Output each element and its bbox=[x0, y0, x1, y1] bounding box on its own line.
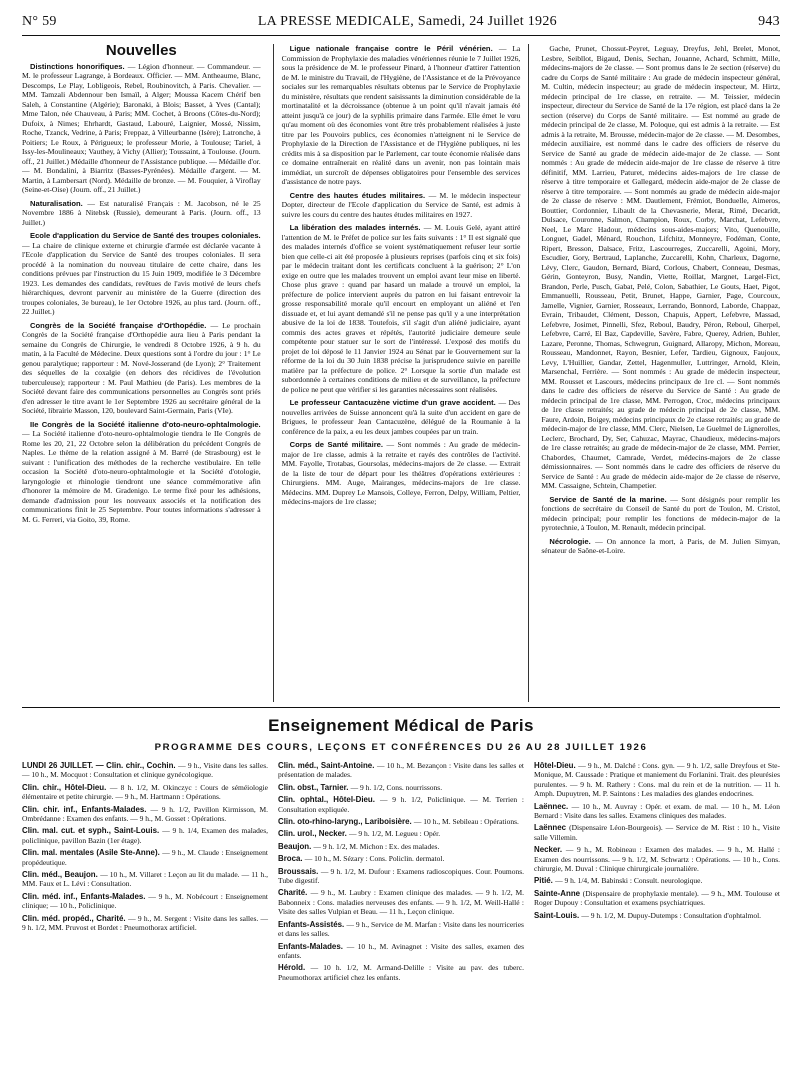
enseignement-title: Enseignement Médical de Paris bbox=[268, 716, 534, 735]
programme-entry-text: — 9 h., M. Robineau : Examen des malades. — 9 h., M. Hallé : Examen des nourrissons. — 9 h. 1/2, M. Schwartz : Opérations. — 10 h., Cons. chirurgie, M. Duval : Clinique chirurgicale journalière. bbox=[534, 845, 780, 874]
news-item-text: Gache, Prunet, Chossut-Peyret, Leguay, Dreyfus, Jehl, Brelet, Monot, Lesbre, Seibllot, Bigaud, Denis, Sechan, Jouanne, Achard, Schmitt, Mille, médecins-majors de 2e classe. — Sont promus dans le 2e section (réserve) du cadre du Corps de Santé militaire : Au grade de médecin inspecteur général, M. Cultin, médecin inspecteur; au grade de médecin inspecteur, M. Hirtz, médecin principal de 1re classe, en retraite. — M. Teissier, médecin inspecteur, directeur du Service de Santé de la 17e région, est placé dans la 2e section (réserve) du Corps de Santé militaire. — Est nommé au grade de médecin principal de 2e classe, M. Poloque, qui est admis à la retraite. — Est admis à la retraite, M. Brousse, médecin-major de 2e classe. — M. Desombes, médecin auxiliaire, est nommé dans le cadre des officiers de réserve du Service de Santé au grade de médecin aide-major de 2e classe. — Sont nommés : Au grade de médecin aide-major de 1re classe de réserve à titre définitif, MM. Larrieu, Paturet, médecins aides-majors de 1re classe de réserve à titre temporaire et Gallegard, médecin aide-major de 2e classe de réserve à titre temporaire. — Sont nommés au grade de médecin aide-major de 2e classe de réserve : MM. Dautlement, Frémiot, Bonduelle, Aimeros, Bouttier, Cordonnier, Libault de la Chevasnerie, Merat, Rimé, Decaridt, Dulsace, Couronne, Salmon, Champion, Roux, Corby, Marchat, Lefebvre, Neel, Le Marc Hadour, médecins sous-aides-majors; Vito, Quenouille, Longuet, Gadel, Ménard, Rouchon, Lifchitz, Monneyre, Fodéman, Conte, Ripert, Bresson, Dalsace, Fritz, Lascourreges, Zuccarelli, Agoini, Mory, Escudier, Gory, Bertraud, Laplanche, Zuccarelli, Kohn, Charleux, Dagorne, Lévy, Clerc, Gaudon, Bernard, Biard, Corlous, Chabert, Conneau, Desmas, Gérin, Gonteyron, Busy, Nandin, Viette, Roillat, Margnet, Largel-Fict, Brandon, Perle, Pusch, Gabat, Pelé, Colon, Sabathier, Le Gouts, Haet, Pigot, Emmanuelli, Rousseau, Petit, Brunet, Happe, Garnier, Page, Courcoux, Jamelle, Vignier, Garnier, Rosseaux, Lerrando, Bonnord, Laborde, Chappaz, Evrain, Tribaudet, Clément, Desson, Chapuis, Appert, Lefebvre, Massad, Lefebvre, Josimet, Pinnelli, Sfez, Reboul, Baudry, Péron, Reboul, Gherpel, Lefebvre, Carré, El Baz, Capdeville, Savère, Fabre, Querey, Adrien, Buhler, Lazare, Peronne, Thomas, Schwegrun, Guignard, Allaropy, Michon, Moreau, Rousseau, Mandonnet, Rayon, Besnier, Lefer, Tardieu, Gignoux, Faujoux, Levy, L'Huillier, Gandar, Zettel, Hagenmuller, Luttringer, Arnold, Klein, Marsenchal, Ferrière. — Sont nommés : Au grade de médecin inspecteur, MM. Rousset et Lascours, médecins principaux de 1re cl. — Sont nommés dans le cadre des officiers de réserve du Service de Santé : Au grade de médecin principal de 1re classe, MM. Perrogon, Croc, médecins principaux de 1re classe retraités; au grade de médecin principal de 2e classe, MM. Faure, Ardoin, Boigey, médecins principaux de 2e classe retraités; au grade de médecin-major de 1re classe, MM. Clerc, Nielsen, Le Guelmel de Lignerolles, Leclerc, Brochard, Dy, Ser, Cahuzac, Mayrac, Chaudieux, médecins-majors de 1re classe retraités; au grade de médecin-major de 2e classe, MM. Perrier, Chabordes, Chaumet, Camrade, Verdet, médecins-majors de 2e classe démissionnaires. — Sont nommés dans le cadre des officiers de réserve du Service de Santé : Au grade de médecin aide-major de 2e classe de réserve, MM. Cassaigne, Schtein, Champetier. bbox=[541, 44, 781, 490]
programme-entry-heading: Clin. chir. inf., Enfants-Malades. bbox=[22, 804, 151, 814]
news-item-text: — Sont nommés : Au grade de médecin-major de 1re classe, admis à la retraite et rayés des contrôles de l'activité. MM. Fayolle, Trotabas, Goursolas, médecins-majors de 2e classe. — Extrait de la liste de tour de départ pour les théâtres d'opérations extérieures : Chirurgiens. MM. Auge, Mairanges, médecins-majors de 1re classe. Médecins. MM. Duprey Le Mansois, Colleye, Ferron, Delpy, William, Peltier, médecins-majors de 1re classe; bbox=[281, 440, 521, 506]
programme-entry-heading: Clin. obst., Tarnier. bbox=[278, 782, 351, 792]
programme-entry bbox=[278, 854, 524, 863]
programme-entry bbox=[22, 805, 268, 824]
programme-entry-text: — 9 h. 1/2, Policlinique. — M. Terrien : Consultation expliquée. bbox=[278, 795, 524, 814]
programme-entry bbox=[22, 914, 268, 933]
programme-entry-heading: Clin. méd. propéd., Charité. bbox=[22, 913, 129, 923]
programme-entry-text: — 9 h., M. Dalché : Cons. gyn. — 9 h. 1/2, salle Dreyfous et Ste-Monique, M. Caussade : Pratique et maniement du Forlanini. Trait. des pleurésies purulentes. — 9 h. M. Rathery : Cons. mal du rein et de la nutrition. — 11 h. Amph. Dupuytren, M. P. Saintons : Les maladies des glandes endocrines. bbox=[534, 761, 780, 799]
programme-entry-heading: Pitié. bbox=[534, 876, 556, 886]
news-item-text: — On annonce la mort, à Paris, de M. Julien Simyan, sénateur de Saône-et-Loire. bbox=[541, 536, 780, 555]
programme-entry-text: — 10 h., M. Avinagnet : Visite des salles, examen des enfants. bbox=[278, 941, 524, 960]
news-item-text: — M. Louis Gelé, ayant attiré l'attention de M. le Préfet de police sur les faits suivants : 1° Il est signalé que des malades internés d'office se voient systématiquement refuser leur sortie bien que celle-ci ait été proposée à plusieurs reprises (parfois cinq et six fois) par le médecin traitant dont les certificats concluent à la guérison; 2° L'on exige en outre que les malades trouvent un emploi avant leur mise en liberté. Chose plus grave : quand par hasard un malade a trouvé un emploi, la préfecture de police intervient auprès du patron en lui faisant entrevoir la grosse responsabilité morale qu'il encourt en employant un aliéné et l'en dissuade et, et lui ayant demandé s'il ne pense pas qu'il y a une interprétation abusive de la loi de 1838. Toutefois, s'il s'agit d'un aliéné judiciaire, ayant commis des actes graves et répétés, l'autorité judiciaire demeure seule compétente pour statuer sur le sort de l'intéressé. L'exposé des motifs du projet de loi déposé le 11 Janvier 1924 au Sénat par le Gouvernement sur la réforme de la loi du 30 Juin 1838 précise la jurisprudence suivie en pareille matière par la préfecture de police. 2° Lorsque la sortie d'un malade est subordonnée à certaines conditions de milieu et de surveillance, la préfecture de police ne peut que vérifier si les garanties nécessaires sont réalisées. bbox=[281, 223, 521, 394]
news-item-text: — Des nouvelles arrivées de Suisse annoncent qu'à la suite d'un accident en gare de Brigues, le professeur Jean Cantacuzène, délégué de la Roumanie à la conférence de la paix, a eu les deux jambes coupées par un train. bbox=[281, 398, 521, 436]
issue-number: N° 59 bbox=[22, 14, 57, 29]
programme-entry-text: — 9 h. 1/2, Cons. nourrissons. bbox=[350, 782, 443, 792]
section-heading-nouvelles: Nouvelles bbox=[105, 44, 177, 59]
programme-entry bbox=[534, 876, 780, 885]
news-item-text: — La chaire de clinique externe et chirurgie d'armée est déclarée vacante à l'Ecole d'application du Service de Santé des troupes coloniales. Il sera procédé à la nomination du nouveau titulaire de cette chaire, dans les conditions prévues par l'instruction du 15 Juin 1909, modifiée le 3 Décembre 1923. Les demandes des candidats, revêtues de l'avis motivé de leurs chefs hiérarchiques, devront parvenir au ministère de la Guerre (direction des troupes coloniales, 3e bureau), le 1er Octobre 1926, au plus tard. (Journ. off., 22 Juillet.) bbox=[22, 240, 261, 316]
news-item-text: — Légion d'honneur. — Commandeur. — M. le professeur Lagrange, à Bordeaux. Officier. — MM. Antheaume, Blanc, Descomps, Le Play, Lobligeois, Rebel, Roubinovitch, à Paris. Chevalier. — MM. Tamzali Abdennour ben Ismaïl, à Alger; Moussa Kacem Chérif ben Saleh, à Constantine (Algérie); Baronaki, à Blois; Basset, à Yves (Cantal); Mme Talon, née Chauveau, à Paris; MM. Cochet, à Broons (Côtes-du-Nord); Dufoix, à Nimes; Ehrhardt, Gastaud, Labouré, Laignier, Mossé, Nissim, Roche, Tzanck, Vedrine, à Paris; Freppaz, à Villeurbanne (Isère); Latronche, à Poitiers; Le Roux, à Périgueux; le professeur Morie, à Toulouse; Tariel, à Issy-les-Moulineaux; Vauthey, à Vichy (Allier); Toussaint, à Toulouse. (Journ. off., 21 Juillet.) Médaille d'honneur de l'Assistance publique. — Médaille d'or. — M. Bondalini, à Biarritz (Basses-Pyrénées). Médaille d'argent. — M. Martin, à Lambersart (Nord). Médaille de bronze. — M. Fouquier, à Viroflay (Seine-et-Oise) (Journ. off., 21 Juillet.) bbox=[22, 61, 261, 194]
programme-entry-text: — 9 h. 1/2, M. Michon : Ex. des malades. bbox=[313, 841, 440, 851]
header-rule bbox=[22, 35, 780, 36]
programme-entry bbox=[278, 888, 524, 916]
programme-entry-heading: Clin. chir., Hôtel-Dieu. bbox=[22, 782, 110, 792]
news-item-text: — Sont désignés pour remplir les fonctions de secrétaire du Conseil de Santé du port de Toulon, M. Cristol, médecin principal; pour remplir les fonctions de médecin-major de la pyrotechnie, à Toulon, M. Renault, médecin principal. bbox=[541, 494, 781, 532]
programme-entry-heading: Clin. mal. cut. et syph., Saint-Louis. bbox=[22, 826, 163, 836]
programme-entry bbox=[534, 889, 780, 908]
programme-entry-text: — 9 h. 1/4, M. Babinski : Consult. neurologique. bbox=[555, 876, 703, 886]
programme-entry-text: — 9 h. 1/2, M. Dupuy-Dutemps : Consultation d'ophtalmol. bbox=[581, 910, 762, 920]
programme-entry bbox=[534, 911, 780, 920]
news-item bbox=[282, 223, 521, 394]
news-item-heading: Congrès de la Société française d'Orthopédie. bbox=[30, 320, 211, 330]
news-item-heading: Nécrologie. bbox=[549, 536, 596, 546]
column-3 bbox=[541, 44, 780, 702]
news-item-text: — Le prochain Congrès de la Société française d'Orthopédie aura lieu à Paris pendant la semaine du Congrès de Chirurgie, le vendredi 8 Octobre 1926, à 9 h. du matin, à la Faculté de Médecine. Deux questions sont à l'ordre du jour : 1° Le genou paralytique; rapporteur : M. Nové-Josserand (de Lyon); 2° Traitement des séquelles de la coxalgie (en dehors des récidives de l'évolution tuberculeuse); rapporteur : M. Paul Mathieu (de Paris). Les membres de la Société devant faire des communications personnelles au Congrès sont priés d'en adresser le titre avant le 1er Septembre 1926 au secrétaire général de la Société, librairie Masson, 120, boulevard Saint-Germain, Paris (VIe). bbox=[22, 320, 261, 415]
programme-entry bbox=[278, 963, 524, 982]
news-item bbox=[282, 440, 521, 507]
programme-entry-text: — 9 h., M. Claude : Enseignement propédeutique. bbox=[22, 848, 269, 867]
programme-entry-text: — 10 h., M. Auvray : Opér. et exam. de mal. — 10 h., M. Léon Bernard : Visite dans les salles. Examens cliniques des malades. bbox=[534, 801, 780, 821]
programme-entry bbox=[22, 783, 268, 802]
news-item-heading: Ligue nationale française contre le Péril vénérien. bbox=[289, 44, 499, 53]
programme-entry-heading: Broca. bbox=[278, 854, 305, 864]
programme-entry-heading: Clin. méd. inf., Enfants-Malades. bbox=[22, 891, 149, 901]
programme-entry-text: (Dispensaire de prophylaxie mentale). — 9 h., MM. Toulouse et Roger Dupouy : Consultation et examens psychiatriques. bbox=[534, 888, 780, 908]
programme-entry-text: — 9 h., Visite dans les salles. — 10 h., M. Mocquot : Consultation et clinique gynécologique. bbox=[22, 761, 268, 780]
news-item-text: — La Commission de Prophylaxie des maladies vénériennes réunie le 7 Juillet 1926, sous la présidence de M. le professeur Pinard, à l'honneur d'attirer l'attention de M. le ministre du Travail, de l'Hygiène, de l'Assistance et de la Prévoyance sociales sur les remarquables résultats obtenus par le Service de Prophylaxie du ministère, résultats que rendent saisissants la diminution considérable de la mortinatalité et la décroissance (obtenue à un point qu'il n'avait jamais été atteint jusqu'à ce jour) de la syphilis primaire dans l'armée. Elle émet le vœu qu'au moment où des économies vont être très probablement réalisées à juste titre par les Pouvoirs publics, ces économies n'atteignent ni le Service de Prophylaxie de la Direction de l'Assistance et de l'Hygiène publiques, ni les crédits mis à sa disposition par le Parlement, car toute économie réalisée dans ce domaine entraînerait en réalité dans un avenir, non pas lointain mais immédiat, un surcroît de dépenses obligatoires pour l'ensemble des services d'assistance de notre pays. bbox=[281, 44, 521, 186]
newspaper-page bbox=[22, 14, 780, 985]
news-item-heading: IIe Congrès de la Société italienne d'oto-neuro-ophtalmologie. bbox=[30, 419, 261, 429]
programme-entry bbox=[278, 795, 524, 814]
news-item bbox=[22, 321, 261, 416]
programme-entry-text: — 8 h. 1/2, M. Okinczyc : Cours de séméiologie élémentaire et petite chirurgie. — 9 h., M. Hartmann : Opérations. bbox=[22, 782, 268, 802]
programme-entry bbox=[278, 842, 524, 851]
programme-column-2 bbox=[278, 761, 524, 985]
programme-entry bbox=[278, 783, 524, 792]
programme-entry-text: — 10 h. 1/2, M. Armand-Delille : Visite au pav. des tuberc. Pneumothorax artificiel chez les enfants. bbox=[278, 963, 524, 982]
running-header bbox=[22, 14, 780, 33]
programme-entry-heading: Laënnec. bbox=[534, 801, 572, 811]
programme-entry-heading: Hérold. bbox=[278, 963, 311, 973]
programme-entry-heading: Clin. oto-rhino-laryng., Lariboisière. bbox=[278, 817, 414, 827]
programme-entry-text: — 9 h. 1/2, M. Dufour : Examens radioscopiques. Cour. Poumons. Tube digestif. bbox=[278, 866, 524, 886]
programme-entry bbox=[22, 826, 268, 845]
news-item-heading: Corps de Santé militaire. bbox=[289, 440, 387, 449]
programme-entry-heading: Clin. mal. mentales (Asile Ste-Anne). bbox=[22, 848, 163, 858]
programme-entry-heading: Laënnec bbox=[534, 823, 570, 833]
page-number: 943 bbox=[758, 14, 780, 29]
programme-entry bbox=[22, 870, 268, 889]
news-item bbox=[541, 44, 780, 491]
news-item bbox=[282, 191, 521, 220]
programme-entry bbox=[278, 942, 524, 961]
news-item-heading: Le professeur Cantacuzène victime d'un grave accident. bbox=[289, 398, 499, 407]
programme-entry-heading: Charité. bbox=[278, 888, 311, 898]
column-2 bbox=[273, 44, 530, 702]
news-item-heading: Centre des hautes études militaires. bbox=[289, 190, 429, 200]
programme-entry bbox=[534, 802, 780, 821]
news-item-heading: Service de Santé de la marine. bbox=[549, 494, 671, 504]
programme-entry-heading: Necker. bbox=[534, 845, 566, 855]
programme-columns bbox=[22, 761, 780, 985]
programme-entry-heading: Enfants-Assistés. bbox=[278, 919, 347, 929]
programme-entry bbox=[278, 761, 524, 780]
news-item bbox=[22, 62, 261, 195]
programme-entry bbox=[534, 823, 780, 842]
news-item bbox=[22, 199, 261, 228]
programme-entry bbox=[278, 829, 524, 838]
programme-entry bbox=[22, 848, 268, 867]
news-item bbox=[22, 231, 261, 317]
news-item-text: — La Société italienne d'oto-neuro-ophtalmologie tiendra le IIe Congrès de Rome les 20, 21, 22 Octobre selon la délibération du précédent Congrès de Naples. Le thème de la relation assigné à M. Barré (de Strasbourg) est le suivant : l'unification des méthodes de la recherche vestibulaire. En telle occasion la Société d'oto-neuro-ophtalmologie et la Société d'otologie, laryngologie et rhinologie tiendront une séance commémorative afin d'honorer la mémoire de M. Gradenigo. Le terme fixé pour les adhésions, demande d'admission pour les nouveaux associés et la notification des communications finit le 25 Septembre. Pour toutes informations s'adresser à M. G. Ferreri, via Goito, 39, Rome. bbox=[22, 429, 261, 524]
programme-entry-heading: Clin. ophtal., Hôtel-Dieu. bbox=[278, 795, 380, 805]
news-item bbox=[541, 537, 780, 556]
programme-entry bbox=[278, 867, 524, 886]
programme-entry-heading: Broussais. bbox=[278, 866, 321, 876]
news-item-text: — M. le médecin inspecteur Dopter, directeur de l'Ecole d'application du Service de Santé, est admis à suivre les cours du centre des hautes études militaires en 1927. bbox=[281, 190, 521, 219]
programme-entry bbox=[22, 761, 268, 780]
news-item bbox=[541, 495, 780, 533]
programme-entry bbox=[278, 817, 524, 826]
programme-entry-text: (Dispensaire Léon-Bourgeois). — Service de M. Rist : 10 h., Visite salle Villemin. bbox=[534, 823, 780, 842]
programme-entry-text: — 10 h., M. Villaret : Leçon au lit du malade. — 11 h., MM. Faux et L. Lévi : Consultation. bbox=[22, 870, 268, 889]
programme-entry bbox=[278, 920, 524, 939]
programme-column-3 bbox=[534, 761, 780, 985]
journal-title: LA PRESSE MEDICALE, Samedi, 24 Juillet 1926 bbox=[257, 14, 557, 29]
programme-entry-heading: LUNDI 26 JUILLET. — Clin. chir., Cochin. bbox=[22, 761, 179, 770]
programme-entry-text: — 9 h. 1/4, Examen des malades, policlinique, pavillon Bazin (1er étage). bbox=[22, 826, 268, 845]
programme-entry-heading: Sainte-Anne bbox=[534, 888, 583, 898]
news-item-heading: Naturalisation. bbox=[30, 198, 88, 208]
nouvelles-columns bbox=[22, 44, 780, 702]
news-item bbox=[282, 44, 521, 187]
section-separator bbox=[22, 707, 780, 708]
programme-entry-text: — 9 h., M. Sergent : Visite dans les salles. — 9 h. 1/2, MM. Pruvost et Bordet : Pneumothorax artificiel. bbox=[22, 913, 268, 933]
programme-entry-heading: Clin. urol., Necker. bbox=[278, 829, 350, 839]
programme-entry-text: — 10 h., M. Sézary : Cons. Policlin. dermatol. bbox=[304, 854, 445, 864]
news-item-text: — Est naturalisé Français : M. Jacobson, né le 25 Novembre 1886 à Nitebsk (Russie), demeurant à Paris. (Journ. off., 13 Juillet.) bbox=[22, 198, 261, 227]
news-item bbox=[22, 420, 261, 525]
programme-entry-text: — 9 h., M. Laubry : Examen clinique des malades. — 9 h. 1/2, M. Babonneix : Cons. maladies nerveuses des enfants. — 9 h. 1/2, M. Weill-Hallé : Visite des salles Vulpian et Beau. — 11 h., Leçon clinique. bbox=[278, 888, 524, 917]
programme-entry bbox=[534, 845, 780, 873]
programme-entry bbox=[22, 892, 268, 911]
programme-entry-text: — 9 h. 1/2, Pavillon Kirmisson, M. Ombrédanne : Examen des enfants. — 9 h., M. Gosset : Opérations. bbox=[22, 804, 268, 824]
news-item bbox=[282, 398, 521, 436]
column-1 bbox=[22, 44, 261, 702]
programme-entry-text: — 10 h., M. Bezançon : Visite dans les salles et présentation de malades. bbox=[278, 761, 524, 780]
programme-entry-text: — 9 h., Service de M. Marfan : Visite dans les nourriceries et dans les salles. bbox=[278, 919, 524, 939]
news-item-heading: Distinctions honorifiques. bbox=[30, 61, 128, 71]
programme-entry-heading: Clin. méd., Saint-Antoine. bbox=[278, 761, 377, 770]
programme-entry bbox=[534, 761, 780, 799]
programme-entry-text: — 10 h., M. Sebileau : Opérations. bbox=[413, 817, 519, 827]
news-item-heading: Ecole d'application du Service de Santé des troupes coloniales. bbox=[30, 231, 261, 240]
programme-entry-heading: Beaujon. bbox=[278, 841, 314, 851]
programme-entry-heading: Hôtel-Dieu. bbox=[534, 761, 579, 770]
programme-entry-text: — 9 h. 1/2, M. Legueu : Opér. bbox=[349, 829, 441, 839]
programme-subtitle: PROGRAMME DES COURS, LEÇONS ET CONFÉRENCES DU 26 AU 28 JUILLET 1926 bbox=[154, 742, 648, 753]
programme-entry-heading: Saint-Louis. bbox=[534, 910, 582, 920]
programme-column-1 bbox=[22, 761, 268, 985]
programme-entry-text: — 9 h., M. Nobécourt : Enseignement clinique; — 10 h., Policlinique. bbox=[22, 891, 268, 911]
news-item-heading: La libération des malades internés. bbox=[289, 223, 424, 232]
programme-entry-heading: Clin. méd., Beaujon. bbox=[22, 870, 101, 880]
programme-entry-heading: Enfants-Malades. bbox=[278, 941, 347, 951]
